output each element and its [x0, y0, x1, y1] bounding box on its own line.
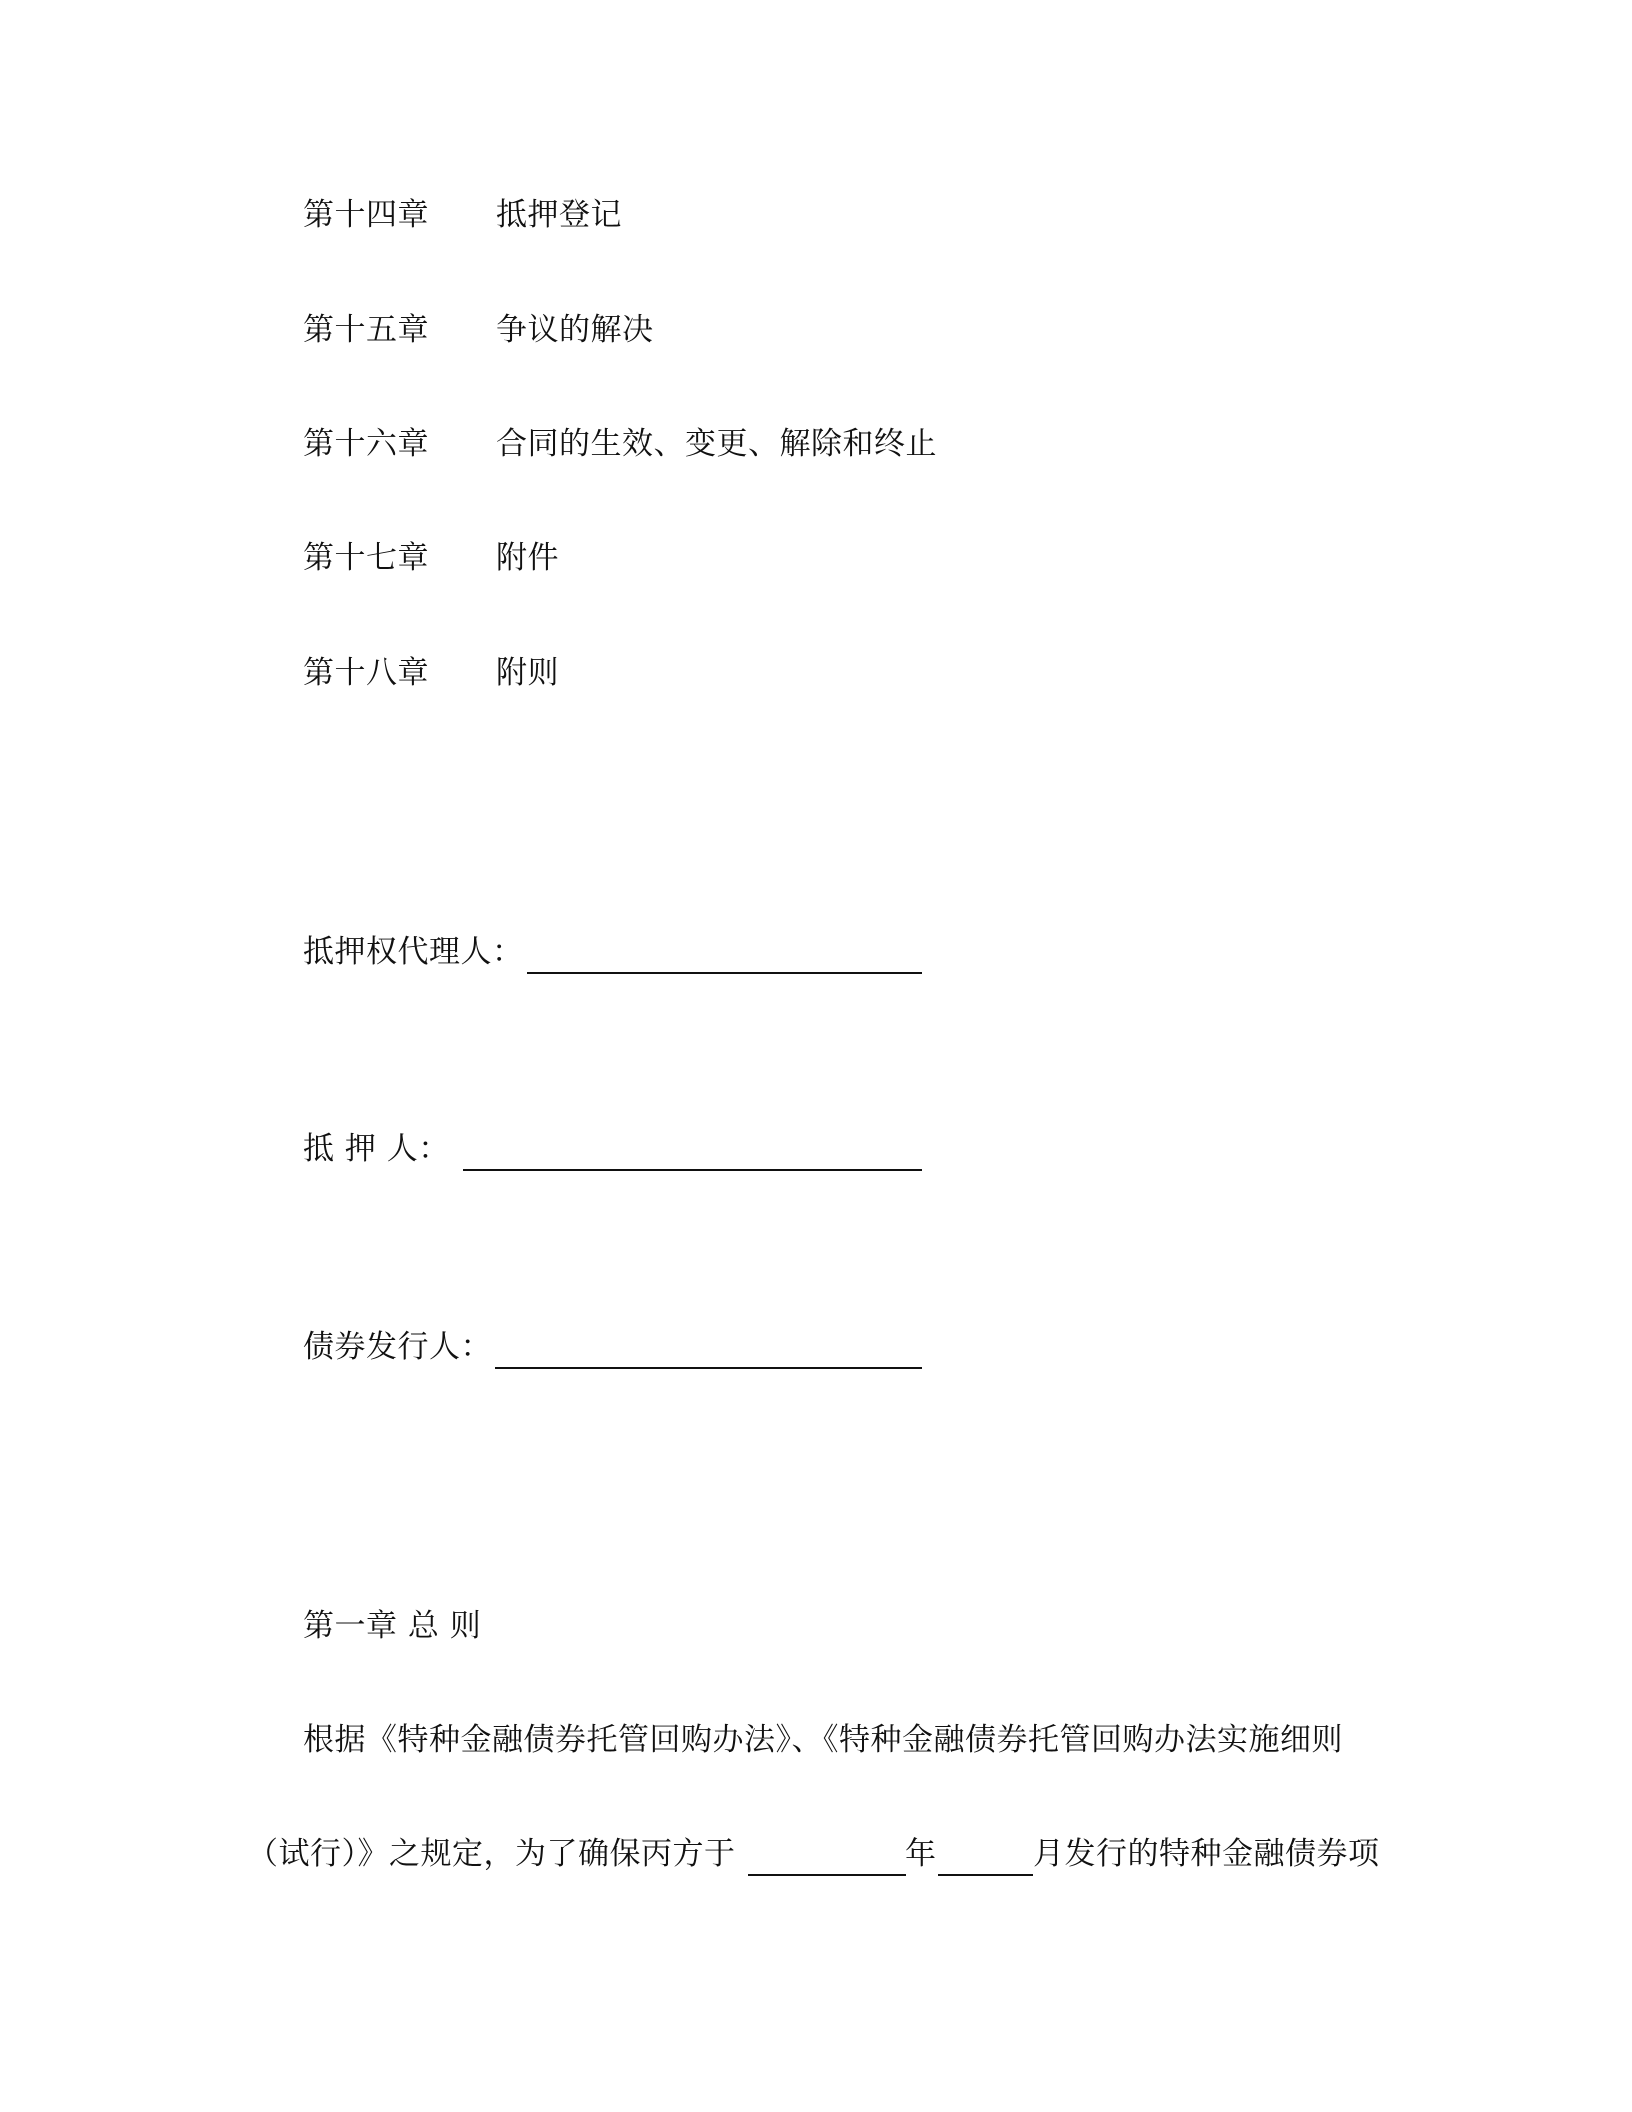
toc-chapter-title: 附则 — [496, 655, 559, 691]
mortgagor-label: 抵 押 人： — [303, 1131, 450, 1167]
mortgage-agent-signature-line[interactable] — [527, 972, 922, 974]
toc-chapter-title: 争议的解决 — [496, 312, 654, 348]
mortgagor-signature-line[interactable] — [463, 1169, 922, 1171]
paragraph-line: 根据《特种金融债券托管回购办法》、《特种金融债券托管回购办法实施细则 — [303, 1722, 1343, 1758]
bond-issuer-signature-line[interactable] — [495, 1367, 922, 1369]
paragraph-line-part: 年 — [905, 1836, 937, 1872]
bond-issuer-label: 债券发行人： — [303, 1329, 492, 1365]
paragraph-line-part: 月发行的特种金融债券项 — [1033, 1836, 1380, 1872]
year-blank[interactable] — [748, 1874, 906, 1876]
chapter-heading: 第一章 总 则 — [303, 1608, 482, 1644]
toc-chapter-number: 第十四章 — [303, 197, 429, 233]
paragraph-line-part: （试行）》之规定，为了确保丙方于 — [247, 1836, 736, 1872]
toc-chapter-number: 第十八章 — [303, 655, 429, 691]
month-blank[interactable] — [938, 1874, 1033, 1876]
mortgage-agent-label: 抵押权代理人： — [303, 934, 524, 970]
toc-chapter-number: 第十七章 — [303, 540, 429, 576]
toc-chapter-number: 第十六章 — [303, 426, 429, 462]
toc-chapter-title: 合同的生效、变更、解除和终止 — [496, 426, 937, 462]
toc-chapter-number: 第十五章 — [303, 312, 429, 348]
toc-chapter-title: 抵押登记 — [496, 197, 622, 233]
toc-chapter-title: 附件 — [496, 540, 559, 576]
